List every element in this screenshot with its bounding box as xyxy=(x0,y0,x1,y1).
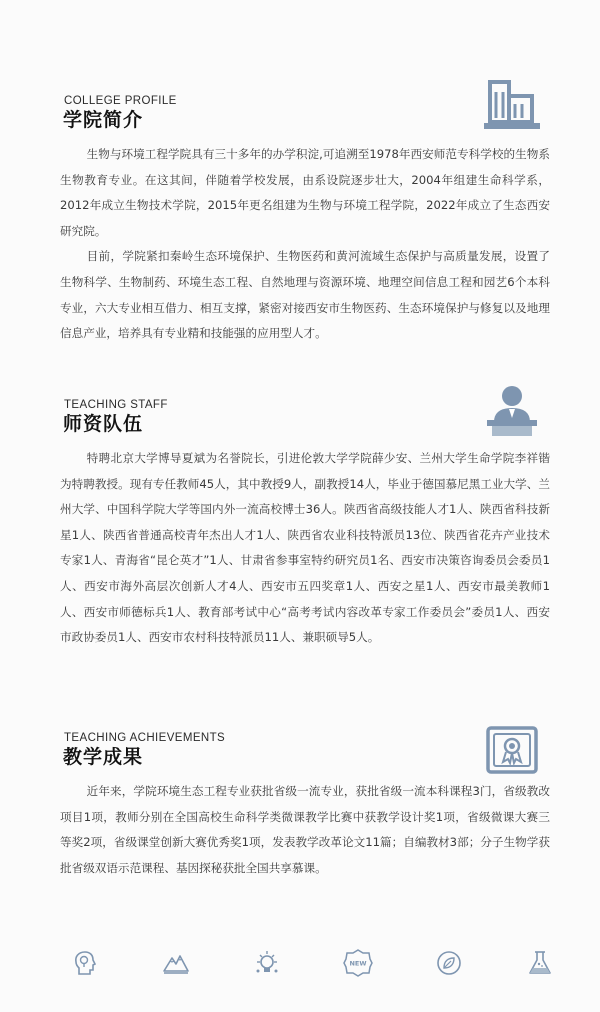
new-badge-label: NEW xyxy=(349,959,367,968)
section-teaching-achievements xyxy=(60,731,550,881)
section-body xyxy=(60,446,550,651)
section-en-title: TEACHING STAFF xyxy=(64,399,168,411)
building-icon xyxy=(484,78,540,134)
flask-icon xyxy=(525,948,555,978)
section-cn-title: 师资队伍 xyxy=(63,413,144,435)
new-badge-icon xyxy=(343,948,373,978)
section-body xyxy=(60,779,550,881)
teacher-icon xyxy=(484,382,540,438)
section-body xyxy=(60,142,550,347)
paragraph: 近年来，学院环境生态工程专业获批省级一流专业，获批省级一流本科课程3门，省级教改项目1项，教师分别在全国高校生命科学类微课教学比赛中获教学设计奖1项，省级微课大赛三等奖2项，省级课堂创新大赛优秀奖1项，发表教学改革论文11篇；自编教材3部；分子生物学获批省级双语示范课程、基因探秘获批全国共享慕课。 xyxy=(60,784,550,875)
section-teaching-staff xyxy=(60,398,550,651)
lightbulb-head-icon xyxy=(70,948,100,978)
section-en-title: TEACHING ACHIEVEMENTS xyxy=(64,732,226,744)
mountain-icon xyxy=(161,948,191,978)
leaf-circle-icon xyxy=(434,948,464,978)
paragraph: 目前，学院紧扣秦岭生态环境保护、生物医药和黄河流域生态保护与高质量发展，设置了生物科学、生物制药、环境生态工程、自然地理与资源环境、地理空间信息工程和园艺6个本科专业，六大专业相互借力、相互支撑，紧密对接西安市生物医药、生态环境保护与修复以及地理信息产业，培养具有专业精和技能强的应用型人才。 xyxy=(60,249,550,341)
paragraph: 特聘北京大学博导夏斌为名誉院长，引进伦敦大学学院薛少安、兰州大学生命学院李祥锴为特聘教授。现有专任教师45人，其中教授9人，副教授14人，毕业于德国慕尼黑工业大学、兰州大学、中国科学院大学等国内外一流高校博士36人。陕西省高级技能人才1人、陕西省科技新星1人、陕西省普通高校青年杰出人才1人、陕西省农业科技特派员13位、陕西省花卉产业技术专家1人、青海省“昆仑英才”1人、甘肃省参事室特约研究员1名、西安市决策咨询委员会委员1人、西安市海外高层次创新人才4人、西安市五四奖章1人、西安之星1人、西安市最美教师1人、西安市师德标兵1人、教育部考试中心“高考考试内容改革专家工作委员会”委员1人、西安市政协委员1人、西安市农村科技特派员11人、兼职硕导5人。 xyxy=(60,451,550,645)
paragraph: 生物与环境工程学院具有三十多年的办学积淀,可追溯至1978年西安师范专科学校的生物系生物教育专业。在这其间，伴随着学校发展，由系设院逐步壮大，2004年组建生命科学系，2012年成立生物技术学院，2015年更名组建为生物与环境工程学院，2022年成立了生态西安研究院。 xyxy=(60,147,550,238)
section-cn-title: 教学成果 xyxy=(63,746,144,768)
section-college-profile xyxy=(60,94,550,347)
bottom-icon-row xyxy=(70,947,555,979)
section-en-title: COLLEGE PROFILE xyxy=(64,95,177,107)
section-cn-title: 学院简介 xyxy=(63,109,144,131)
idea-bulb-icon xyxy=(252,948,282,978)
certificate-icon xyxy=(484,722,540,778)
